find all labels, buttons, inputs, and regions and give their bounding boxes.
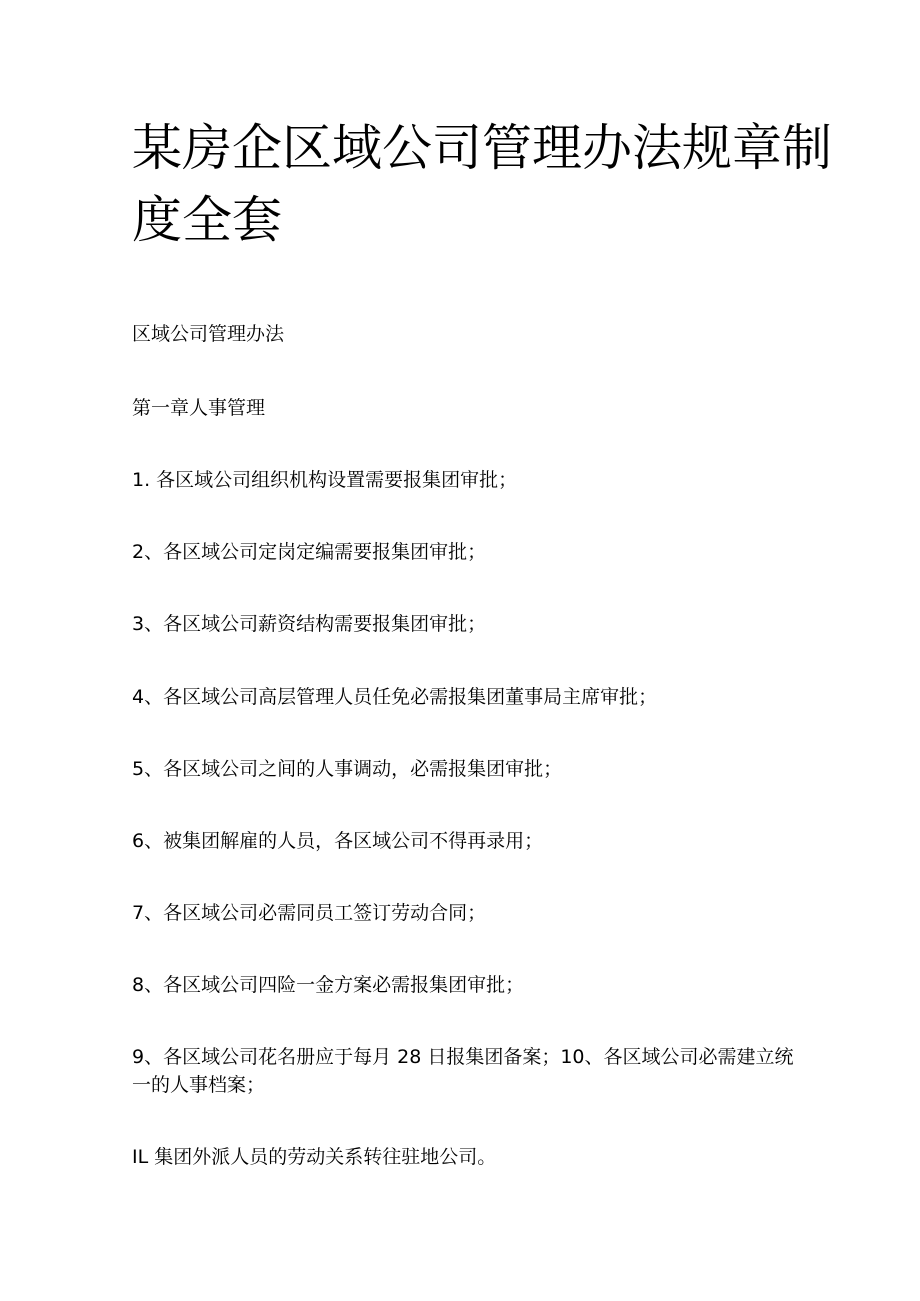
clause-item: 2、各区域公司定岗定编需要报集团审批； — [132, 541, 487, 563]
clause-item: 4、各区域公司高层管理人员任免必需报集团董事局主席审批； — [132, 686, 658, 708]
clause-item: 1. 各区域公司组织机构设置需要报集团审批； — [132, 469, 518, 491]
clause-item: IL 集团外派人员的劳动关系转往驻地公司。 — [132, 1146, 497, 1168]
document-title: 某房企区域公司管理办法规章制度全套 — [132, 119, 832, 249]
clause-item: 3、各区域公司薪资结构需要报集团审批； — [132, 613, 487, 635]
clause-item: 8、各区域公司四险一金方案必需报集团审批； — [132, 974, 525, 996]
clause-item: 5、各区域公司之间的人事调动，必需报集团审批； — [132, 758, 563, 780]
chapter-heading: 第一章人事管理 — [132, 397, 266, 419]
clause-item: 7、各区域公司必需同员工签订劳动合同； — [132, 902, 487, 924]
clause-item: 6、被集团解雇的人员，各区域公司不得再录用； — [132, 830, 544, 852]
section-heading: 区域公司管理办法 — [132, 323, 285, 345]
clause-item: 9、各区域公司花名册应于每月 28 日报集团备案；10、各区域公司必需建立统一的人事档案； — [132, 1046, 794, 1096]
